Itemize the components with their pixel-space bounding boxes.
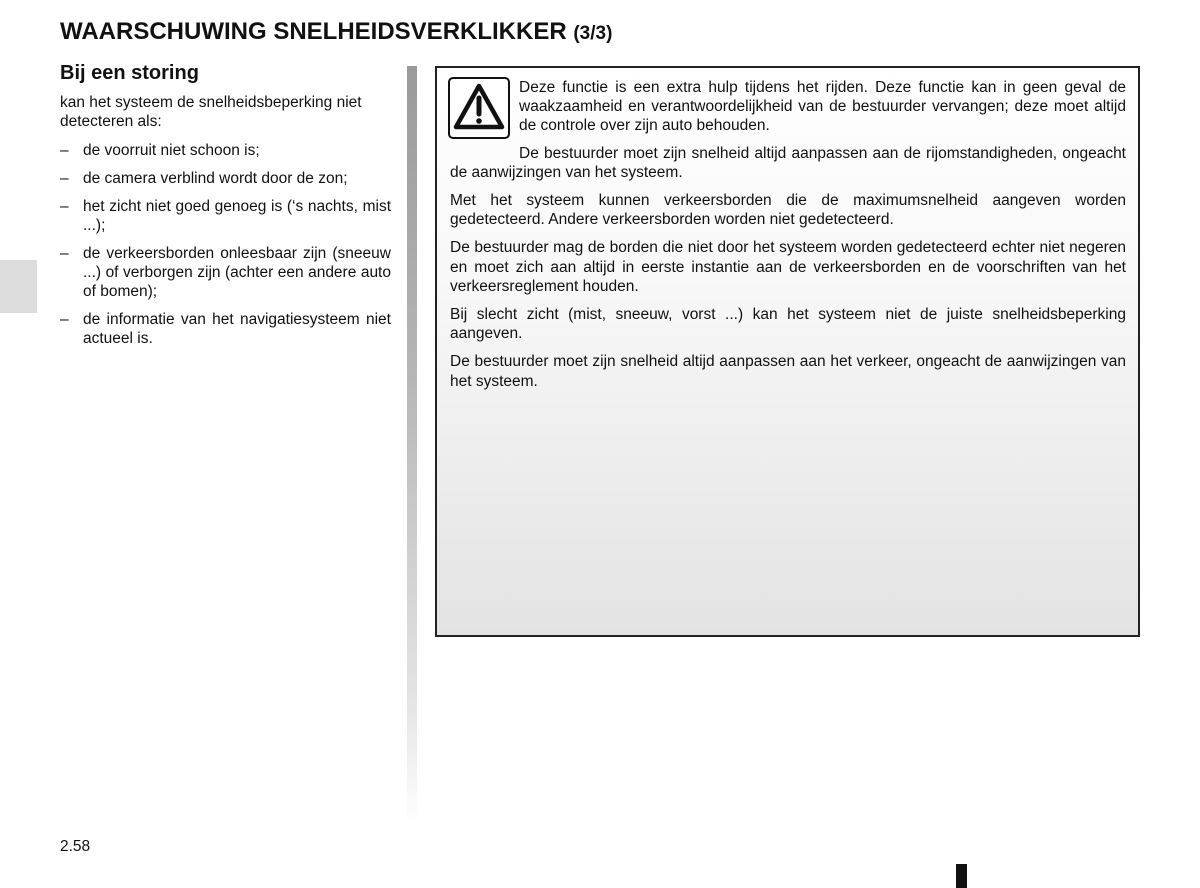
warning-paragraph: De bestuurder moet zijn snelheid altijd aanpassen aan de rijomstandigheden, ongeacht de aanwijzingen van het systeem. — [450, 144, 1126, 181]
list-item-text: de camera verblind wordt door de zon; — [83, 170, 348, 187]
print-crop-mark — [956, 864, 967, 888]
page-title — [60, 18, 612, 46]
dash-bullet: – — [60, 311, 69, 328]
malfunction-list — [60, 141, 391, 348]
list-item-text: de informatie van het navigatiesysteem niet actueel is. — [83, 311, 391, 347]
warning-box — [435, 66, 1140, 637]
page-part-indicator: (3/3) — [573, 23, 613, 44]
page-title-text: WAARSCHUWING SNELHEIDSVERKLIKKER — [60, 18, 567, 45]
warning-paragraph: Bij slecht zicht (mist, sneeuw, vorst ...) kan het systeem niet de juiste snelheidsbeperking aangeven. — [450, 306, 1126, 343]
list-item — [60, 141, 391, 160]
page-number: 2.58 — [60, 838, 91, 855]
list-item — [60, 169, 391, 188]
warning-paragraph: De bestuurder moet zijn snelheid altijd aanpassen aan het verkeer, ongeacht de aanwijzingen van het systeem. — [450, 353, 1126, 390]
dash-bullet: – — [60, 170, 69, 187]
list-item — [60, 310, 391, 348]
warning-paragraph: De bestuurder mag de borden die niet door het systeem worden gedetecteerd echter niet negeren en moet zich aan altijd in eerste instantie aan de verkeersborden en de voorschriften van het verkeersreglement houden. — [450, 239, 1126, 295]
list-item-text: de verkeersborden onleesbaar zijn (sneeuw ...) of verborgen zijn (achter een andere auto of bomen); — [83, 245, 391, 300]
warning-paragraph: Met het systeem kunnen verkeersborden die de maximumsnelheid aangeven worden gedetecteerd. Andere verkeersborden worden niet gedetecteerd. — [450, 192, 1126, 229]
section-intro: kan het systeem de snelheidsbeperking niet detecteren als: — [60, 94, 362, 130]
list-item — [60, 244, 391, 301]
column-divider — [407, 66, 417, 826]
malfunction-section — [60, 62, 391, 357]
dash-bullet: – — [60, 142, 69, 159]
list-item — [60, 197, 391, 235]
dash-bullet: – — [60, 245, 69, 262]
list-item-text: de voorruit niet schoon is; — [83, 142, 260, 159]
dash-bullet: – — [60, 198, 69, 215]
section-heading: Bij een storing — [60, 62, 199, 84]
chapter-tab-marker — [0, 260, 37, 313]
list-item-text: het zicht niet goed genoeg is (‘s nachts, mist ...); — [83, 198, 391, 234]
warning-text — [450, 78, 1126, 400]
warning-paragraph: Deze functie is een extra hulp tijdens het rijden. Deze functie kan in geen geval de waakzaamheid en verantwoordelijkheid van de bestuurder vervangen; deze moet altijd de controle over zijn auto behouden. — [519, 79, 1126, 135]
